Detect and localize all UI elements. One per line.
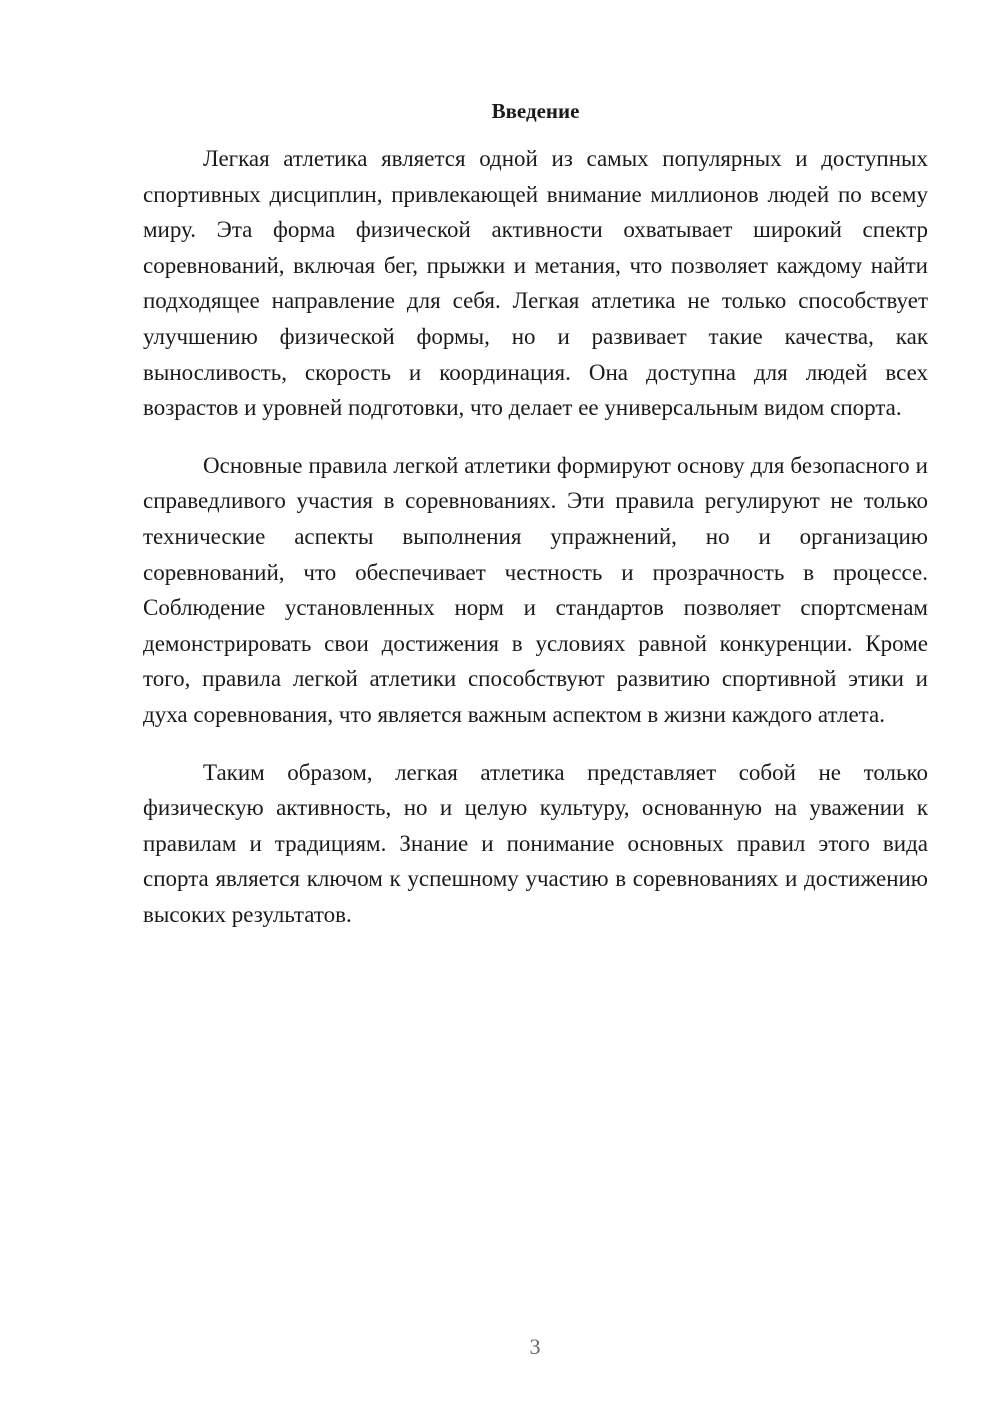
page-number: 3 xyxy=(529,1334,541,1359)
paragraph-2: Основные правила легкой атлетики формируют основу для безопасного и справедливого участия в соревнованиях. Эти правила регулируют не только технические аспекты выполнения упражнений, но и организацию соревнований, что обеспечивает честность и прозрачность в процессе. Соблюдение установленных норм и стандартов позволяет спортсменам демонстрировать свои достижения в условиях равной конкуренции. Кроме того, правила легкой атлетики способствуют развитию спортивной этики и духа соревнования, что является важным аспектом в жизни каждого атлета. xyxy=(143,452,928,727)
section-heading: Введение xyxy=(491,99,580,123)
body-text xyxy=(143,141,928,954)
paragraph-3: Таким образом, легкая атлетика представляет собой не только физическую активность, но и целую культуру, основанную на уважении к правилам и традициям. Знание и понимание основных правил этого вида спорта является ключом к успешному участию в соревнованиях и достижению высоких результатов. xyxy=(143,759,928,927)
paragraph-1: Легкая атлетика является одной из самых популярных и доступных спортивных дисциплин, привлекающей внимание миллионов людей по всему миру. Эта форма физической активности охватывает широкий спектр соревнований, включая бег, прыжки и метания, что позволяет каждому найти подходящее направление для себя. Легкая атлетика не только способствует улучшению физической формы, но и развивает такие качества, как выносливость, скорость и координация. Она доступна для людей всех возрастов и уровней подготовки, что делает ее универсальным видом спорта. xyxy=(143,146,928,421)
